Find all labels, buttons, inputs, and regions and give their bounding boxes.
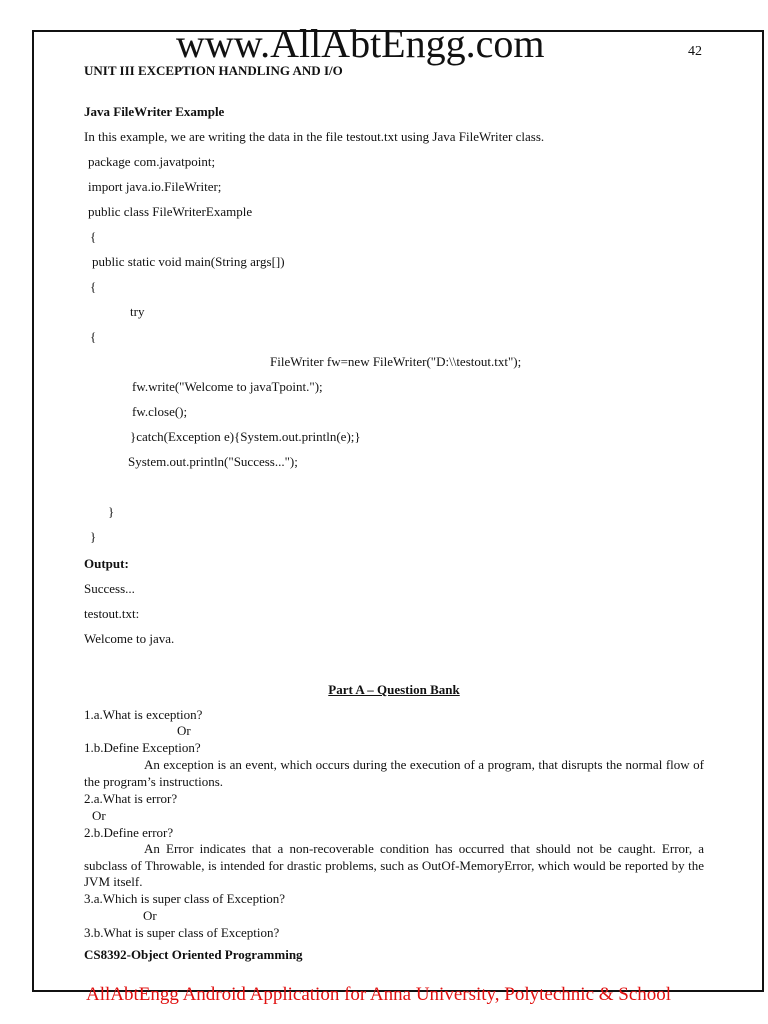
question: 1.b.Define Exception? — [84, 740, 201, 755]
code-line: { — [90, 279, 97, 294]
code-line: { — [90, 229, 97, 244]
footer-banner: AllAbtEngg Android Application for Anna University, Polytechnic & School — [86, 984, 672, 1005]
code-line: package com.javatpoint; — [88, 154, 216, 169]
question: 3.a.Which is super class of Exception? — [84, 891, 286, 906]
code-line: } — [90, 529, 97, 544]
question: 2.b.Define error? — [84, 825, 174, 840]
output-line: testout.txt: — [84, 606, 140, 621]
code-line: public class FileWriterExample — [88, 204, 253, 219]
or-separator: Or — [143, 908, 157, 923]
code-line: import java.io.FileWriter; — [88, 179, 222, 194]
or-separator: Or — [177, 723, 191, 738]
code-line: try — [130, 304, 145, 319]
question: 3.b.What is super class of Exception? — [84, 925, 280, 940]
page-number: 42 — [688, 44, 702, 59]
question: 1.a.What is exception? — [84, 707, 203, 722]
output-label: Output: — [84, 556, 129, 571]
course-name: CS8392-Object Oriented Programming — [84, 947, 303, 962]
code-line: } — [108, 504, 115, 519]
site-watermark: www.AllAbtEngg.com — [176, 21, 545, 66]
section-intro: In this example, we are writing the data in the file testout.txt using Java FileWriter class. — [84, 129, 545, 144]
code-line: }catch(Exception e){System.out.println(e);} — [130, 429, 361, 444]
answer: An Error indicates that a non-recoverable condition has occurred that should not be caught. Error, a subclass of Throwable, is intended for drastic problems, such as OutOf-MemoryError, which would be reported by the JVM itself. — [84, 841, 704, 889]
code-line: fw.write("Welcome to javaTpoint."); — [132, 379, 323, 394]
output-line: Success... — [84, 581, 135, 596]
code-line: { — [90, 329, 97, 344]
or-separator: Or — [92, 808, 106, 823]
output-line: Welcome to java. — [84, 631, 175, 646]
unit-title: UNIT III EXCEPTION HANDLING AND I/O — [84, 63, 343, 78]
question: 2.a.What is error? — [84, 791, 178, 806]
code-line: System.out.println("Success..."); — [128, 454, 298, 469]
code-line: FileWriter fw=new FileWriter("D:\\testout.txt"); — [270, 354, 522, 369]
question-bank-title: Part A – Question Bank — [328, 682, 460, 697]
code-line: fw.close(); — [132, 404, 188, 419]
code-line: public static void main(String args[]) — [92, 254, 285, 269]
section-title: Java FileWriter Example — [84, 104, 225, 119]
answer: An exception is an event, which occurs during the execution of a program, that disrupts the normal flow of the program’s instructions. — [84, 757, 704, 789]
